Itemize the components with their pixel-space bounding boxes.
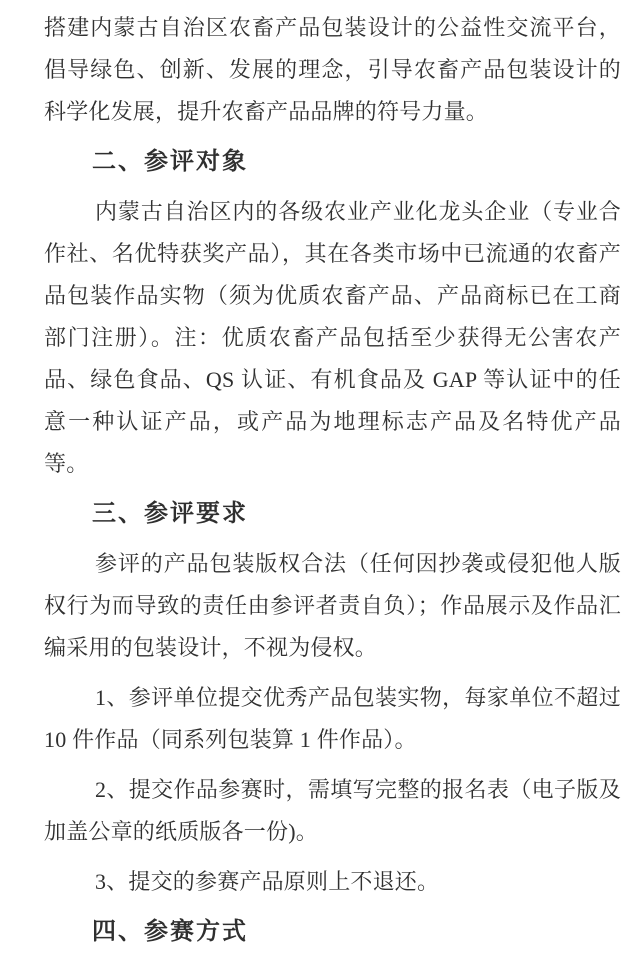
list-item-3-no-return: 3、提交的参赛产品原则上不退还。 [95,869,440,894]
paragraph-eligible-entities: 内蒙古自治区内的各级农业产业化龙头企业（专业合作社、名优特获奖产品），其在各类市场中已流通的农畜产品包装作品实物（须为优质农畜产品、产品商标已在工商部门注册）。注：优质农畜产品包括至少获得无公害农产品、绿色食品、QS 认证、有机食品及 GAP 等认证中的任意一种认证产品，或产品为地理标志产品及名特优产品等。 [44,199,621,476]
list-item-2-registration-form: 2、提交作品参赛时，需填写完整的报名表（电子版及加盖公章的纸质版各一份)。 [44,777,621,844]
heading-section-3-entry-requirements: 三、参评要求 [92,501,248,527]
paragraph-intro-continuation: 搭建内蒙古自治区农畜产品包装设计的公益性交流平台，倡导绿色、创新、发展的理念，引导农畜产品包装设计的科学化发展，提升农畜产品品牌的符号力量。 [44,15,621,124]
paragraph-copyright-requirement: 参评的产品包装版权合法（任何因抄袭或侵犯他人版权行为而导致的责任由参评者责自负）；作品展示及作品汇编采用的包装设计，不视为侵权。 [44,551,621,660]
heading-section-2-eligible-entrants: 二、参评对象 [92,149,248,175]
heading-section-4-entry-method: 四、参赛方式 [92,919,248,945]
list-item-1-entry-limit: 1、参评单位提交优秀产品包装实物，每家单位不超过 10 件作品（同系列包装算 1 件作品）。 [44,685,621,752]
